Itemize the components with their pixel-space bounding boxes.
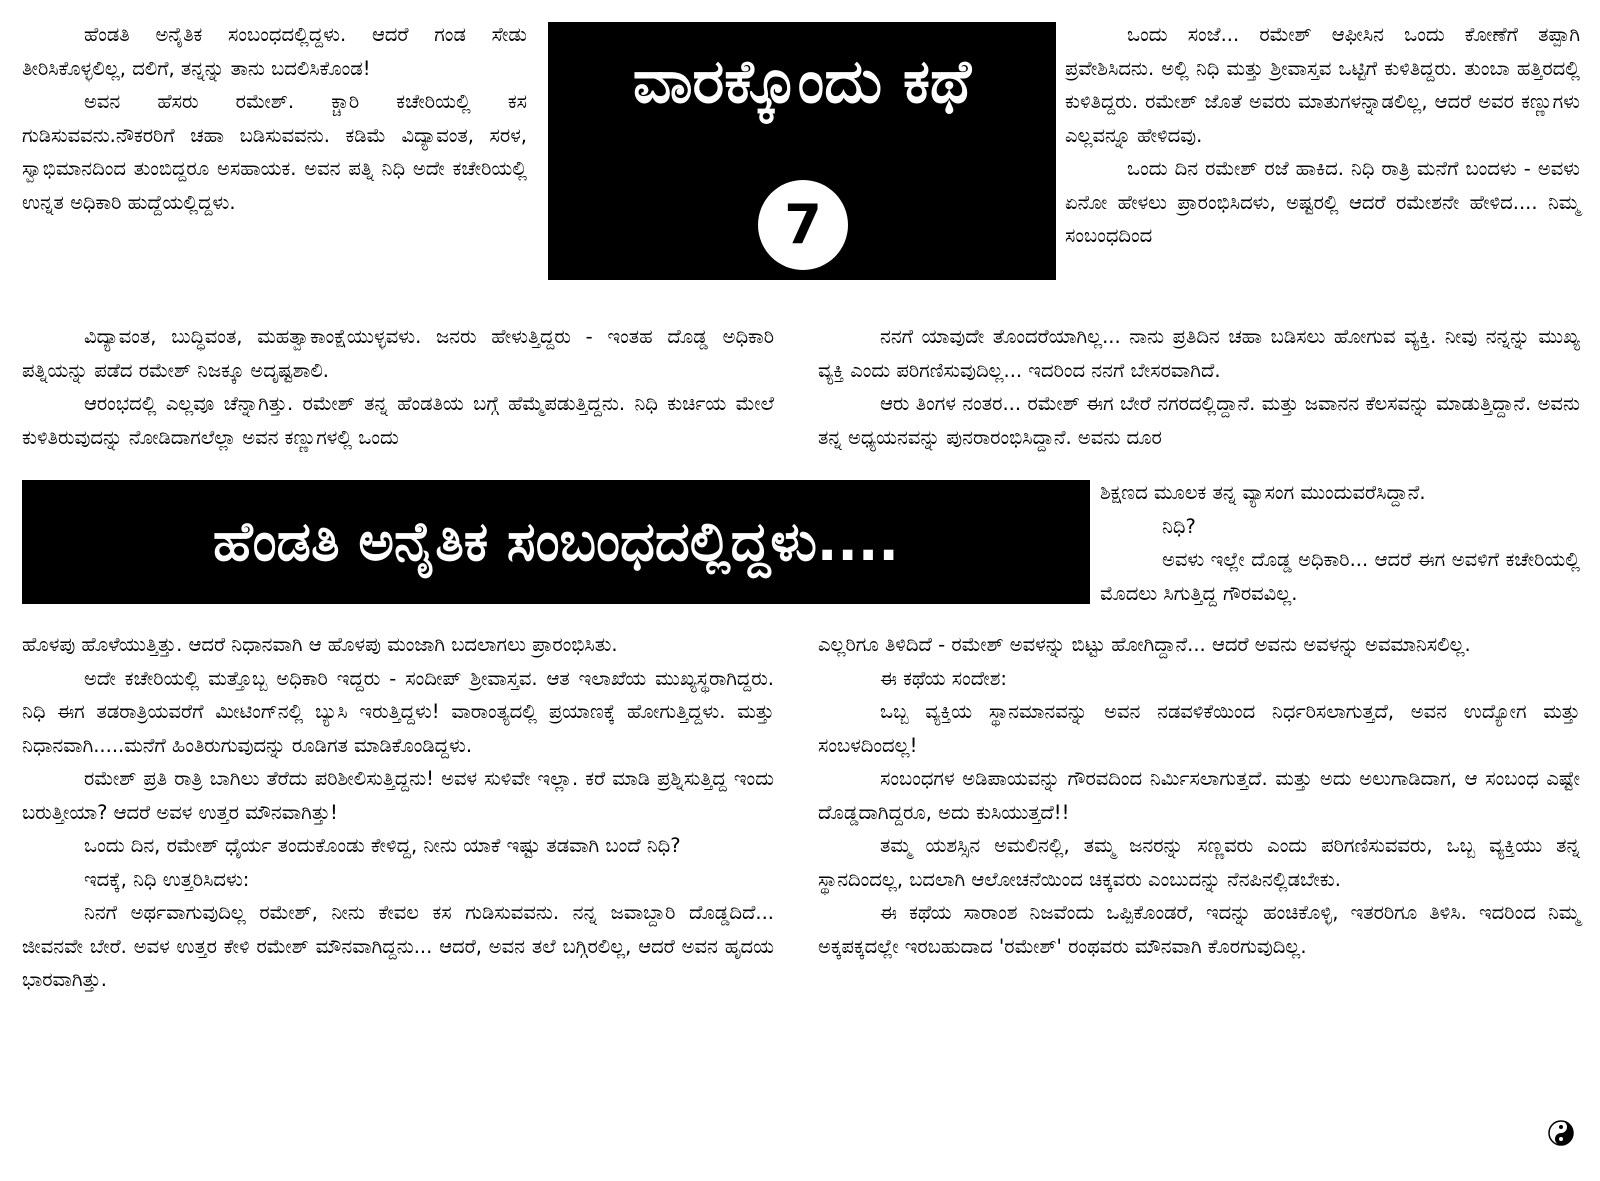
paragraph: ಹೊಳಪು ಹೊಳೆಯುತ್ತಿತ್ತು. ಆದರೆ ನಿಧಾನವಾಗಿ ಆ ಹೊಳಪು ಮಂಜಾಗಿ ಬದಲಾಗಲು ಪ್ರಾರಂಭಿಸಿತು. <box>22 633 618 656</box>
paragraph: ನಿಧಿ? <box>1162 514 1196 538</box>
paragraph: ಈ ಕಥೆಯ ಸಾರಾಂಶ ನಿಜವೆಂದು ಒಪ್ಪಿಕೊಂಡರೆ, ಇದನ್ನು ಹಂಚಿಕೊಳ್ಳಿ, ಇತರರಿಗೂ ತಿಳಿಸಿ. ಇದರಿಂದ ನಿಮ್ಮ ಅಕ್ಕಪಕ್ಕದಲ್ಲೇ ಇರಬಹುದಾದ 'ರಮೇಶ್' ರಂಥವರು ಮೌನವಾಗಿ ಕೊರಗುವುದಿಲ್ಲ. <box>818 901 1580 958</box>
column-mid-wide <box>22 320 774 454</box>
yin-yang-icon <box>1548 1120 1574 1146</box>
paragraph: ಶಿಕ್ಷಣದ ಮೂಲಕ ತನ್ನ ವ್ಯಾಸಂಗ ಮುಂದುವರೆಸಿದ್ದಾನೆ. <box>1100 481 1426 504</box>
column-bottom-right <box>818 628 1580 963</box>
column-bottom-left <box>22 628 774 997</box>
paragraph: ಆರು ತಿಂಗಳ ನಂತರ... ರಮೇಶ್ ಈಗ ಬೇರೆ ನಗರದಲ್ಲಿದ್ದಾನೆ. ಮತ್ತು ಜವಾನನ ಕೆಲಸವನ್ನು ಮಾಡುತ್ತಿದ್ದಾನೆ. ಅವನು ತನ್ನ ಅಧ್ಯಯನವನ್ನು ಪುನರಾರಂಭಿಸಿದ್ದಾನೆ. ಅವನು ದೂರ <box>818 392 1580 449</box>
paragraph: ಅದೇ ಕಚೇರಿಯಲ್ಲಿ ಮತ್ತೊಬ್ಬ ಅಧಿಕಾರಿ ಇದ್ದರು - ಸಂದೀಪ್ ಶ್ರೀವಾಸ್ತವ. ಆತ ಇಲಾಖೆಯ ಮುಖ್ಯಸ್ಥರಾಗಿದ್ದರು. ನಿಧಿ ಈಗ ತಡರಾತ್ರಿಯವರೆಗೆ ಮೀಟಿಂಗ್‌ನಲ್ಲಿ ಬ್ಯುಸಿ ಇರುತ್ತಿದ್ದಳು! ವಾರಾಂತ್ಯದಲ್ಲಿ ಪ್ರಯಾಣಕ್ಕೆ ಹೋಗುತ್ತಿದ್ದಳು. ಮತ್ತು ನಿಧಾನವಾಗಿ.....ಮನೆಗೆ ಹಿಂತಿರುಗುವುದನ್ನು ರೂಡಿಗತ ಮಾಡಿಕೊಂಡಿದ್ದಳು. <box>22 666 774 757</box>
paragraph: ತಮ್ಮ ಯಶಸ್ಸಿನ ಅಮಲಿನಲ್ಲಿ, ತಮ್ಮ ಜನರನ್ನು ಸಣ್ಣವರು ಎಂದು ಪರಿಗಣಿಸುವವರು, ಒಬ್ಬ ವ್ಯಕ್ತಿಯು ತನ್ನ ಸ್ಥಾನದಿಂದಲ್ಲ, ಬದಲಾಗಿ ಆಲೋಚನೆಯಿಂದ ಚಿಕ್ಕವರು ಎಂಬುದನ್ನು ನೆನಪಿನಲ್ಲಿಡಬೇಕು. <box>818 834 1580 891</box>
series-title: ವಾರಕ್ಕೊಂದು ಕಥೆ <box>632 47 972 117</box>
paragraph: ಅವನ ಹೆಸರು ರಮೇಶ್. ಕ್ಚಾರಿ ಕಚೇರಿಯಲ್ಲಿ ಕಸ ಗುಡಿಸುವವನು.ನೌಕರರಿಗೆ ಚಹಾ ಬಡಿಸುವವನು. ಕಡಿಮೆ ವಿದ್ಯಾವಂತ, ಸರಳ, ಸ್ವಾಭಿಮಾನದಿಂದ ತುಂಬಿದ್ದರೂ ಅಸಹಾಯಕ. ಅವನ ಪತ್ನಿ ನಿಧಿ ಅದೇ ಕಚೇರಿಯಲ್ಲಿ ಉನ್ನತ ಅಧಿಕಾರಿ ಹುದ್ದೆಯಲ್ಲಿದ್ದಳು. <box>22 90 527 214</box>
paragraph: ಒಬ್ಬ ವ್ಯಕ್ತಿಯ ಸ್ಥಾನಮಾನವನ್ನು ಅವನ ನಡವಳಿಕೆಯಿಂದ ನಿರ್ಧರಿಸಲಾಗುತ್ತದೆ, ಅವನ ಉದ್ಯೋಗ ಮತ್ತು ಸಂಬಳದಿಂದಲ್ಲ! <box>818 700 1580 757</box>
paragraph: ಅವಳು ಇಲ್ಲೇ ದೊಡ್ಡ ಅಧಿಕಾರಿ... ಆದರೆ ಈಗ ಅವಳಿಗೆ ಕಚೇರಿಯಲ್ಲಿ ಮೊದಲು ಸಿಗುತ್ತಿದ್ದ ಗೌರವವಿಲ್ಲ. <box>1100 548 1580 605</box>
episode-number: 7 <box>758 180 848 270</box>
paragraph: ಈ ಕಥೆಯ ಸಂದೇಶ: <box>880 666 1007 690</box>
paragraph: ಒಂದು ಸಂಜೆ... ರಮೇಶ್ ಆಫೀಸಿನ ಒಂದು ಕೋಣೆಗೆ ತಪ್ಪಾಗಿ ಪ್ರವೇಶಿಸಿದನು. ಅಲ್ಲಿ ನಿಧಿ ಮತ್ತು ಶ್ರೀವಾಸ್ತವ ಒಟ್ಟಿಗೆ ಕುಳಿತಿದ್ದರು. ತುಂಬಾ ಹತ್ತಿರದಲ್ಲಿ ಕುಳಿತಿದ್ದರು. ರಮೇಶ್ ಜೊತೆ ಅವರು ಮಾತುಗಳನ್ನಾಡಲಿಲ್ಲ, ಆದರೆ ಅವರ ಕಣ್ಣುಗಳು ಎಲ್ಲವನ್ನೂ ಹೇಳಿದವು. <box>1065 23 1580 147</box>
column-top-right <box>1065 18 1580 253</box>
series-box <box>548 22 1056 280</box>
paragraph: ಸಂಬಂಧಗಳ ಅಡಿಪಾಯವನ್ನು ಗೌರವದಿಂದ ನಿರ್ಮಿಸಲಾಗುತ್ತದೆ. ಮತ್ತು ಅದು ಅಲುಗಾಡಿದಾಗ, ಆ ಸಂಬಂಧ ಎಷ್ಟೇ ದೊಡ್ಡದಾಗಿದ್ದರೂ, ಅದು ಕುಸಿಯುತ್ತದೆ!! <box>818 767 1580 824</box>
paragraph: ನನಗೆ ಯಾವುದೇ ತೊಂದರೆಯಾಗಿಲ್ಲ... ನಾನು ಪ್ರತಿದಿನ ಚಹಾ ಬಡಿಸಲು ಹೋಗುವ ವ್ಯಕ್ತಿ. ನೀವು ನನ್ನನ್ನು ಮುಖ್ಯ ವ್ಯಕ್ತಿ ಎಂದು ಪರಿಗಣಿಸುವುದಿಲ್ಲ... ಇದರಿಂದ ನನಗೆ ಬೇಸರವಾಗಿದೆ. <box>818 325 1580 382</box>
headline-box <box>22 480 1090 604</box>
headline: ಹೆಂಡತಿ ಅನೈತಿಕ ಸಂಬಂಧದಲ್ಲಿದ್ದಳು.... <box>213 510 899 573</box>
column-mid-right <box>818 320 1580 454</box>
paragraph: ಆರಂಭದಲ್ಲಿ ಎಲ್ಲವೂ ಚೆನ್ನಾಗಿತ್ತು. ರಮೇಶ್ ತನ್ನ ಹೆಂಡತಿಯ ಬಗ್ಗೆ ಹೆಮ್ಮೆಪಡುತ್ತಿದ್ದನು. ನಿಧಿ ಕುರ್ಚಿಯ ಮೇಲೆ ಕುಳಿತಿರುವುದನ್ನು ನೋಡಿದಾಗಲೆಲ್ಲಾ ಅವನ ಕಣ್ಣುಗಳಲ್ಲಿ ಒಂದು <box>22 392 774 449</box>
column-top-left <box>22 18 527 219</box>
paragraph: ವಿದ್ಯಾವಂತ, ಬುದ್ಧಿವಂತ, ಮಹತ್ವಾಕಾಂಕ್ಷೆಯುಳ್ಳವಳು. ಜನರು ಹೇಳುತ್ತಿದ್ದರು - ಇಂತಹ ದೊಡ್ಡ ಅಧಿಕಾರಿ ಪತ್ನಿಯನ್ನು ಪಡೆದ ರಮೇಶ್ ನಿಜಕ್ಕೂ ಅದೃಷ್ಟಶಾಲಿ. <box>22 325 774 382</box>
paragraph: ಒಂದು ದಿನ, ರಮೇಶ್ ಧೈರ್ಯ ತಂದುಕೊಂಡು ಕೇಳಿದ್ದ, ನೀನು ಯಾಕೆ ಇಷ್ಟು ತಡವಾಗಿ ಬಂದೆ ನಿಧಿ? <box>84 834 681 857</box>
paragraph: ಹೆಂಡತಿ ಅನೈತಿಕ ಸಂಬಂಧದಲ್ಲಿದ್ದಳು. ಆದರೆ ಗಂಡ ಸೇಡು ತೀರಿಸಿಕೊಳ್ಳಲಿಲ್ಲ, ದಲಿಗೆ, ತನ್ನನ್ನು ತಾನು ಬದಲಿಸಿಕೊಂಡ! <box>22 23 527 80</box>
paragraph: ನಿನಗೆ ಅರ್ಥವಾಗುವುದಿಲ್ಲ ರಮೇಶ್, ನೀನು ಕೇವಲ ಕಸ ಗುಡಿಸುವವನು. ನನ್ನ ಜವಾಬ್ದಾರಿ ದೊಡ್ಡದಿದೆ... ಜೀವನವೇ ಬೇರೆ. ಅವಳ ಉತ್ತರ ಕೇಳಿ ರಮೇಶ್ ಮೌನವಾಗಿದ್ದನು... ಆದರೆ, ಅವನ ತಲೆ ಬಗ್ಗಿರಲಿಲ್ಲ, ಆದರೆ ಅವನ ಹೃದಯ ಭಾರವಾಗಿತ್ತು. <box>22 901 774 991</box>
paragraph: ಇದಕ್ಕೆ, ನಿಧಿ ಉತ್ತರಿಸಿದಳು: <box>84 867 250 891</box>
paragraph: ರಮೇಶ್ ಪ್ರತಿ ರಾತ್ರಿ ಬಾಗಿಲು ತೆರೆದು ಪರಿಶೀಲಿಸುತ್ತಿದ್ದನು! ಅವಳ ಸುಳಿವೇ ಇಲ್ಲಾ. ಕರೆ ಮಾಡಿ ಪ್ರಶ್ನಿಸುತ್ತಿದ್ದ ಇಂದು ಬರುತ್ತೀಯಾ? ಆದರೆ ಅವಳ ಉತ್ತರ ಮೌನವಾಗಿತ್ತು! <box>22 767 774 824</box>
column-right-narrow <box>1100 476 1580 610</box>
paragraph: ಎಲ್ಲರಿಗೂ ತಿಳಿದಿದೆ - ರಮೇಶ್ ಅವಳನ್ನು ಬಿಟ್ಟು ಹೋಗಿದ್ದಾನೆ... ಆದರೆ ಅವನು ಅವಳನ್ನು ಅವಮಾನಿಸಲಿಲ್ಲ. <box>818 633 1471 656</box>
paragraph: ಒಂದು ದಿನ ರಮೇಶ್ ರಜೆ ಹಾಕಿದ. ನಿಧಿ ರಾತ್ರಿ ಮನೆಗೆ ಬಂದಳು - ಅವಳು ಏನೋ ಹೇಳಲು ಪ್ರಾರಂಭಿಸಿದಳು, ಅಷ್ಟರಲ್ಲಿ ಆದರೆ ರಮೇಶನೇ ಹೇಳಿದ.... ನಿಮ್ಮ ಸಂಬಂಧದಿಂದ <box>1065 157 1580 247</box>
